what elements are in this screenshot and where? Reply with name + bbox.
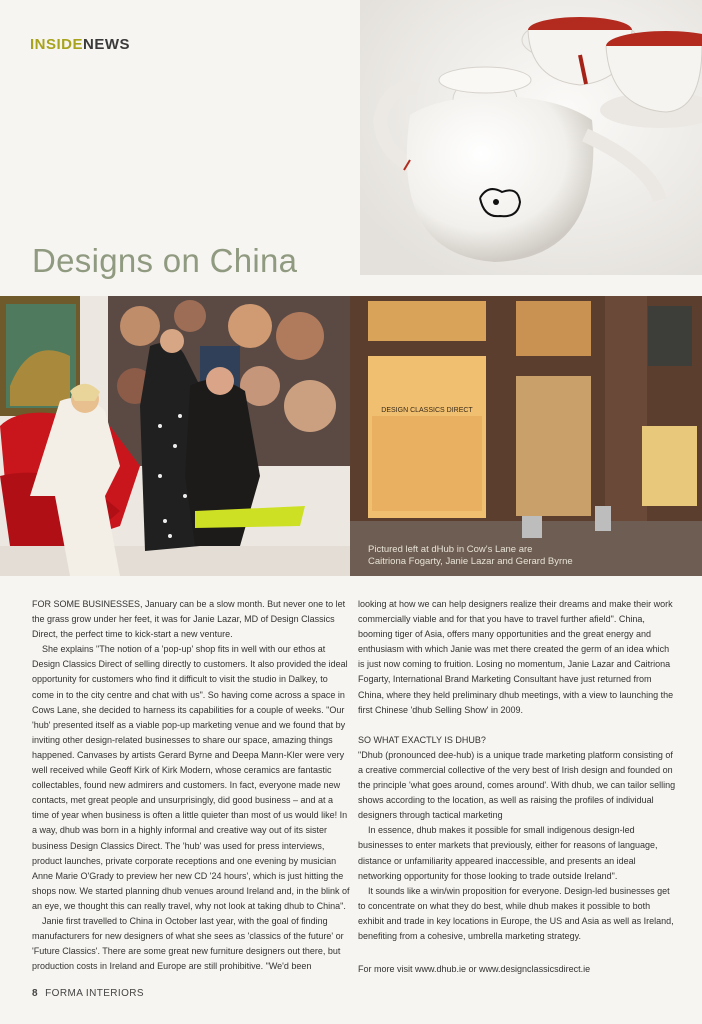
paragraph-continued: looking at how we can help designers realize their dreams and make their work commercially viable and for that you have to travel further afield". China, booming tiger of Asia, offers many opportunities and the great energy and enthusiasm with which Janie was met there created the germ of an idea which is just now coming to fruition. Losing no momentum, Janie Lazar and Caitriona Fogarty, International Brand Marketing Consultant have just returned from China, where they held preliminary dhub meetings, with a view to launching the first Chinese 'dhub Selling Show' in 2009. xyxy=(358,599,674,715)
paragraph-2: She explains "The notion of a 'pop-up' shop fits in well with our ethos at Design Classics Direct of selling directly to customers. It also provided the ideal opportunity for customers who find it difficult to visit the studio in Dalkey, to come in to the city centre and chat with us". So having come across a space in Cows Lane, she decided to harness its capabilities for a couple of weeks. "Our 'hub' presented itself as a viable pop-up marketing venue and we found that by inviting other design-related businesses to share our space, amazing things happened. Canvases by artists Gerard Byrne and Deepa Mann-Kler were very well received while Geoff Kirk of Kirk Modern, whose ceramics are fantastic collectables, found new admirers and customers. In fact, everyone made new contacts, met great people and unsurprisingly, did good business – and at a time of year when business is often a little quieter than most of us would like! In a way, dhub was born in a highly informal and creative way out of its sister business Design Classics Direct. The 'hub' was used for press interviews, product launches, private corporate receptions and one evening by musician Anne Marie O'Grady to preview her new CD '24 hours', which is just hitting the shops now. We started planning dhub venues around Ireland and, in the blink of an eye, we thought this can really travel, why not look at taking dhub to China". xyxy=(32,644,350,911)
caption-line-2: Caitriona Fogarty, Janie Lazar and Gerard Byrne xyxy=(368,556,573,567)
paragraph-intro: FOR SOME BUSINESSES, January can be a slow month. But never one to let the grass grow under her feet, it was for Janie Lazar, MD of Design Classics Direct, the perfect time to kick-start a new venture. xyxy=(32,599,346,640)
caption-line-1: Pictured left at dHub in Cow's Lane are xyxy=(368,544,533,555)
section-tag-news: NEWS xyxy=(83,36,131,53)
photo-caption xyxy=(368,544,573,568)
storefront-photo xyxy=(350,296,702,576)
page-footer xyxy=(32,988,144,999)
section-tag xyxy=(30,36,130,53)
people-photo xyxy=(0,296,350,576)
paragraph-3: Janie first travelled to China in October last year, with the goal of finding manufacturers for new designers of what she sees as 'classics of the future' or 'Future Classics'. There are some great new furniture designers out there, but production costs in Ireland and Europe are still prohibitive. "We'd been xyxy=(32,915,344,972)
storefront-sign: DESIGN CLASSICS DIRECT xyxy=(381,407,473,414)
article-column-left xyxy=(32,597,352,974)
publication-name: FORMA INTERIORS xyxy=(45,988,144,999)
paragraph-6: In essence, dhub makes it possible for small indigenous design-led businesses to enter markets that previously, either for reasons of language, distance or unfamiliarity appeared inaccessible, and presents an ideal networking opportunity for those looking to trade outside Ireland". xyxy=(358,825,658,881)
teaset-photo xyxy=(360,0,702,275)
article-column-right xyxy=(358,597,678,977)
paragraph-7: It sounds like a win/win proposition for everyone. Design-led businesses get to concentrate on what they do best, while dhub makes it possible to both exhibit and trade in key locations in Europe, the US and Asia as well as Ireland, benefiting from a cohesive, umbrella marketing strategy. xyxy=(358,885,674,941)
subheading: SO WHAT EXACTLY IS DHUB? xyxy=(358,734,486,745)
more-info-links: For more visit www.dhub.ie or www.designclassicsdirect.ie xyxy=(358,964,591,975)
section-tag-inside: INSIDE xyxy=(30,36,84,53)
paragraph-5: "Dhub (pronounced dee-hub) is a unique trade marketing platform consisting of a creative commercial collective of the very best of Irish design and founded on the principle 'what goes around, comes around'. With dhub, we can tailor selling shows according to the location, as well as raising the profiles of individual designers through tactical marketing xyxy=(358,749,676,821)
page-number: 8 xyxy=(32,988,38,999)
article-title: Designs on China xyxy=(32,242,298,279)
